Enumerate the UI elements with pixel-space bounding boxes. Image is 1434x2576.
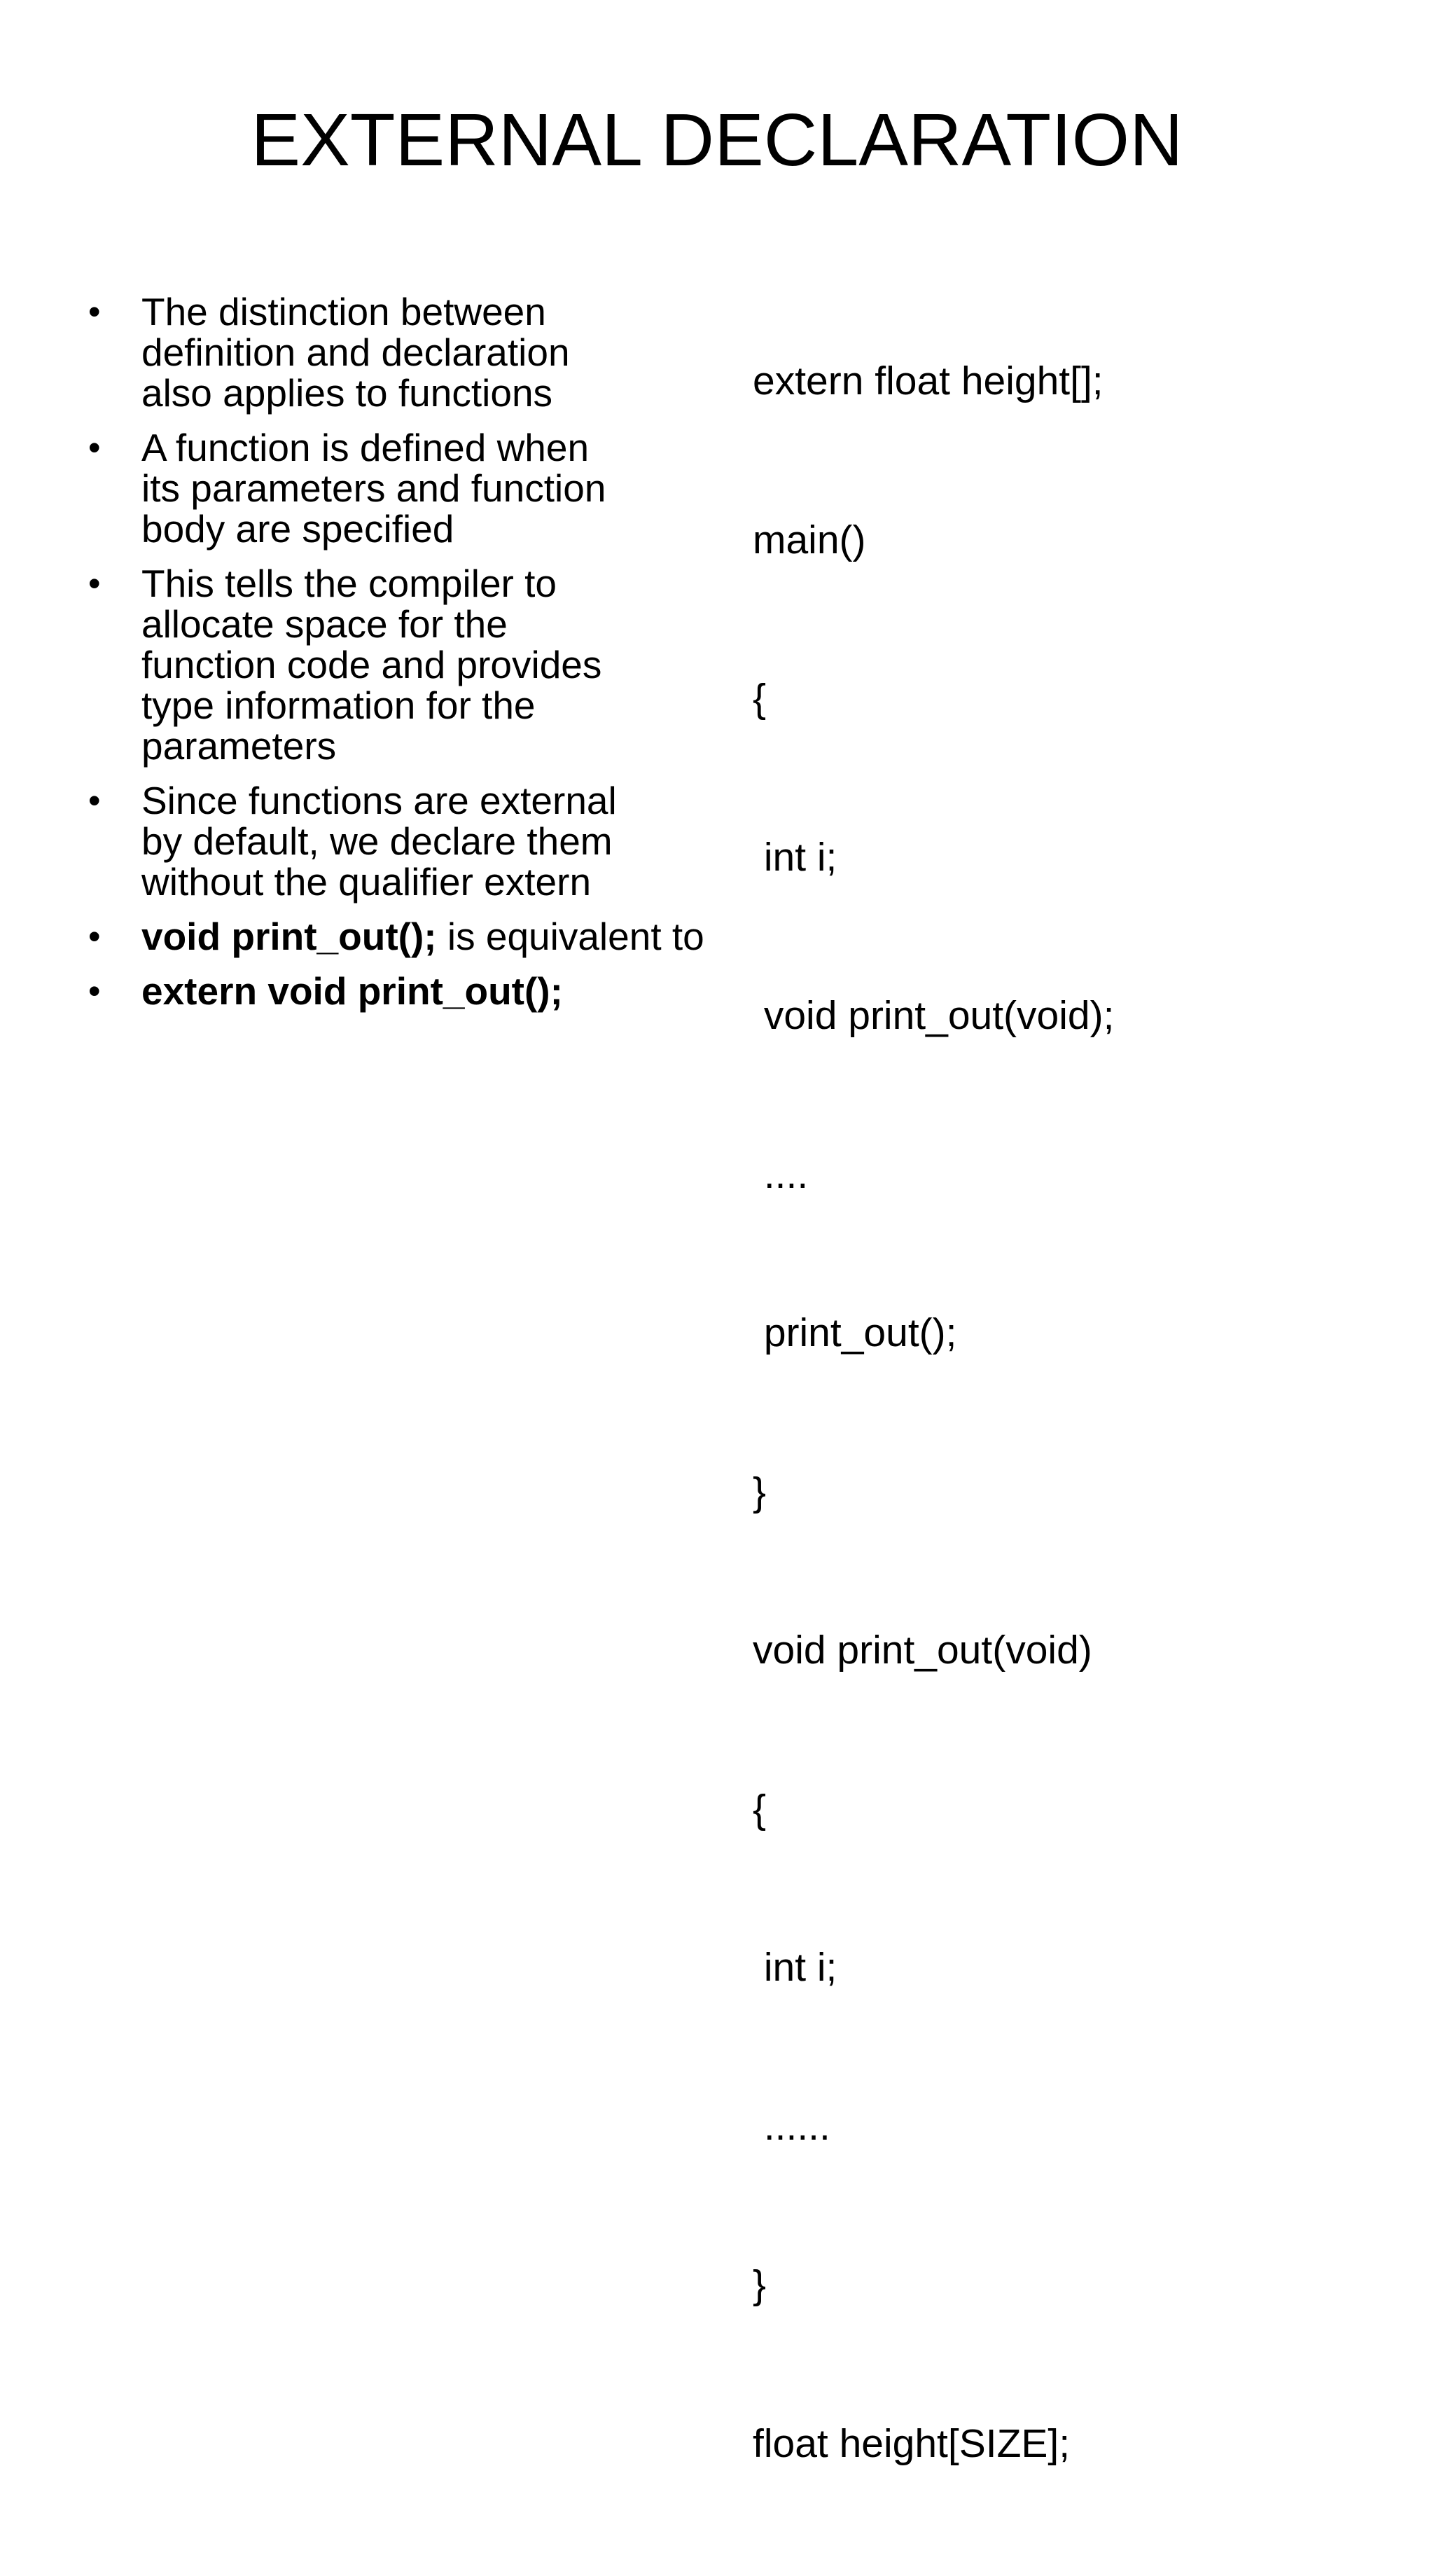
bullet-item bbox=[84, 916, 714, 957]
bullet-line: body are specified bbox=[141, 507, 454, 550]
bullet-icon: • bbox=[88, 971, 101, 1011]
slide-title: EXTERNAL DECLARATION bbox=[251, 99, 1183, 181]
bullet-icon: • bbox=[88, 564, 101, 603]
bullet-item bbox=[84, 563, 714, 766]
code-line: main() bbox=[753, 517, 866, 562]
bullet-line: The distinction between bbox=[141, 290, 546, 333]
code-line: float height[SIZE]; bbox=[753, 2421, 1071, 2466]
code-line: ...... bbox=[753, 2103, 830, 2149]
bullet-icon: • bbox=[88, 781, 101, 820]
bullet-line: its parameters and function bbox=[141, 466, 606, 510]
code-line: { bbox=[753, 676, 767, 721]
bullet-bold-code: void print_out(); bbox=[141, 915, 437, 958]
bullet-icon: • bbox=[88, 292, 101, 331]
code-line: void print_out(void); bbox=[753, 993, 1115, 1038]
code-line: } bbox=[753, 2262, 767, 2307]
bullet-icon: • bbox=[88, 917, 101, 956]
bullet-text: is equivalent to bbox=[436, 915, 704, 958]
code-line: } bbox=[753, 1469, 767, 1514]
bullet-icon: • bbox=[88, 428, 101, 467]
code-line: .... bbox=[753, 1151, 809, 1197]
bullet-line: type information for the bbox=[141, 684, 536, 727]
bullet-line: parameters bbox=[141, 724, 337, 768]
bullet-item bbox=[84, 427, 714, 549]
code-line: extern float height[]; bbox=[753, 359, 1104, 403]
bullet-line: This tells the compiler to bbox=[141, 562, 557, 605]
bullet-line: Since functions are external bbox=[141, 779, 617, 822]
bullet-line: allocate space for the bbox=[141, 602, 508, 646]
bullet-item bbox=[84, 971, 714, 1011]
code-block bbox=[753, 249, 1383, 2576]
code-line: void print_out(void) bbox=[753, 1628, 1092, 1673]
code-line: print_out(); bbox=[753, 1310, 957, 1355]
code-line: int i; bbox=[753, 834, 837, 880]
bullet-line: definition and declaration bbox=[141, 331, 570, 374]
bullet-line: A function is defined when bbox=[141, 426, 590, 469]
bullet-list bbox=[84, 291, 714, 1025]
code-line: { bbox=[753, 1786, 767, 1831]
bullet-line: also applies to functions bbox=[141, 371, 553, 415]
code-line: int i; bbox=[753, 1945, 837, 1990]
bullet-item bbox=[84, 291, 714, 413]
bullet-bold-code: extern void print_out(); bbox=[141, 969, 563, 1013]
bullet-line: without the qualifier extern bbox=[141, 860, 592, 903]
bullet-item bbox=[84, 780, 714, 902]
bullet-line: by default, we declare them bbox=[141, 819, 613, 863]
bullet-line: function code and provides bbox=[141, 643, 602, 686]
